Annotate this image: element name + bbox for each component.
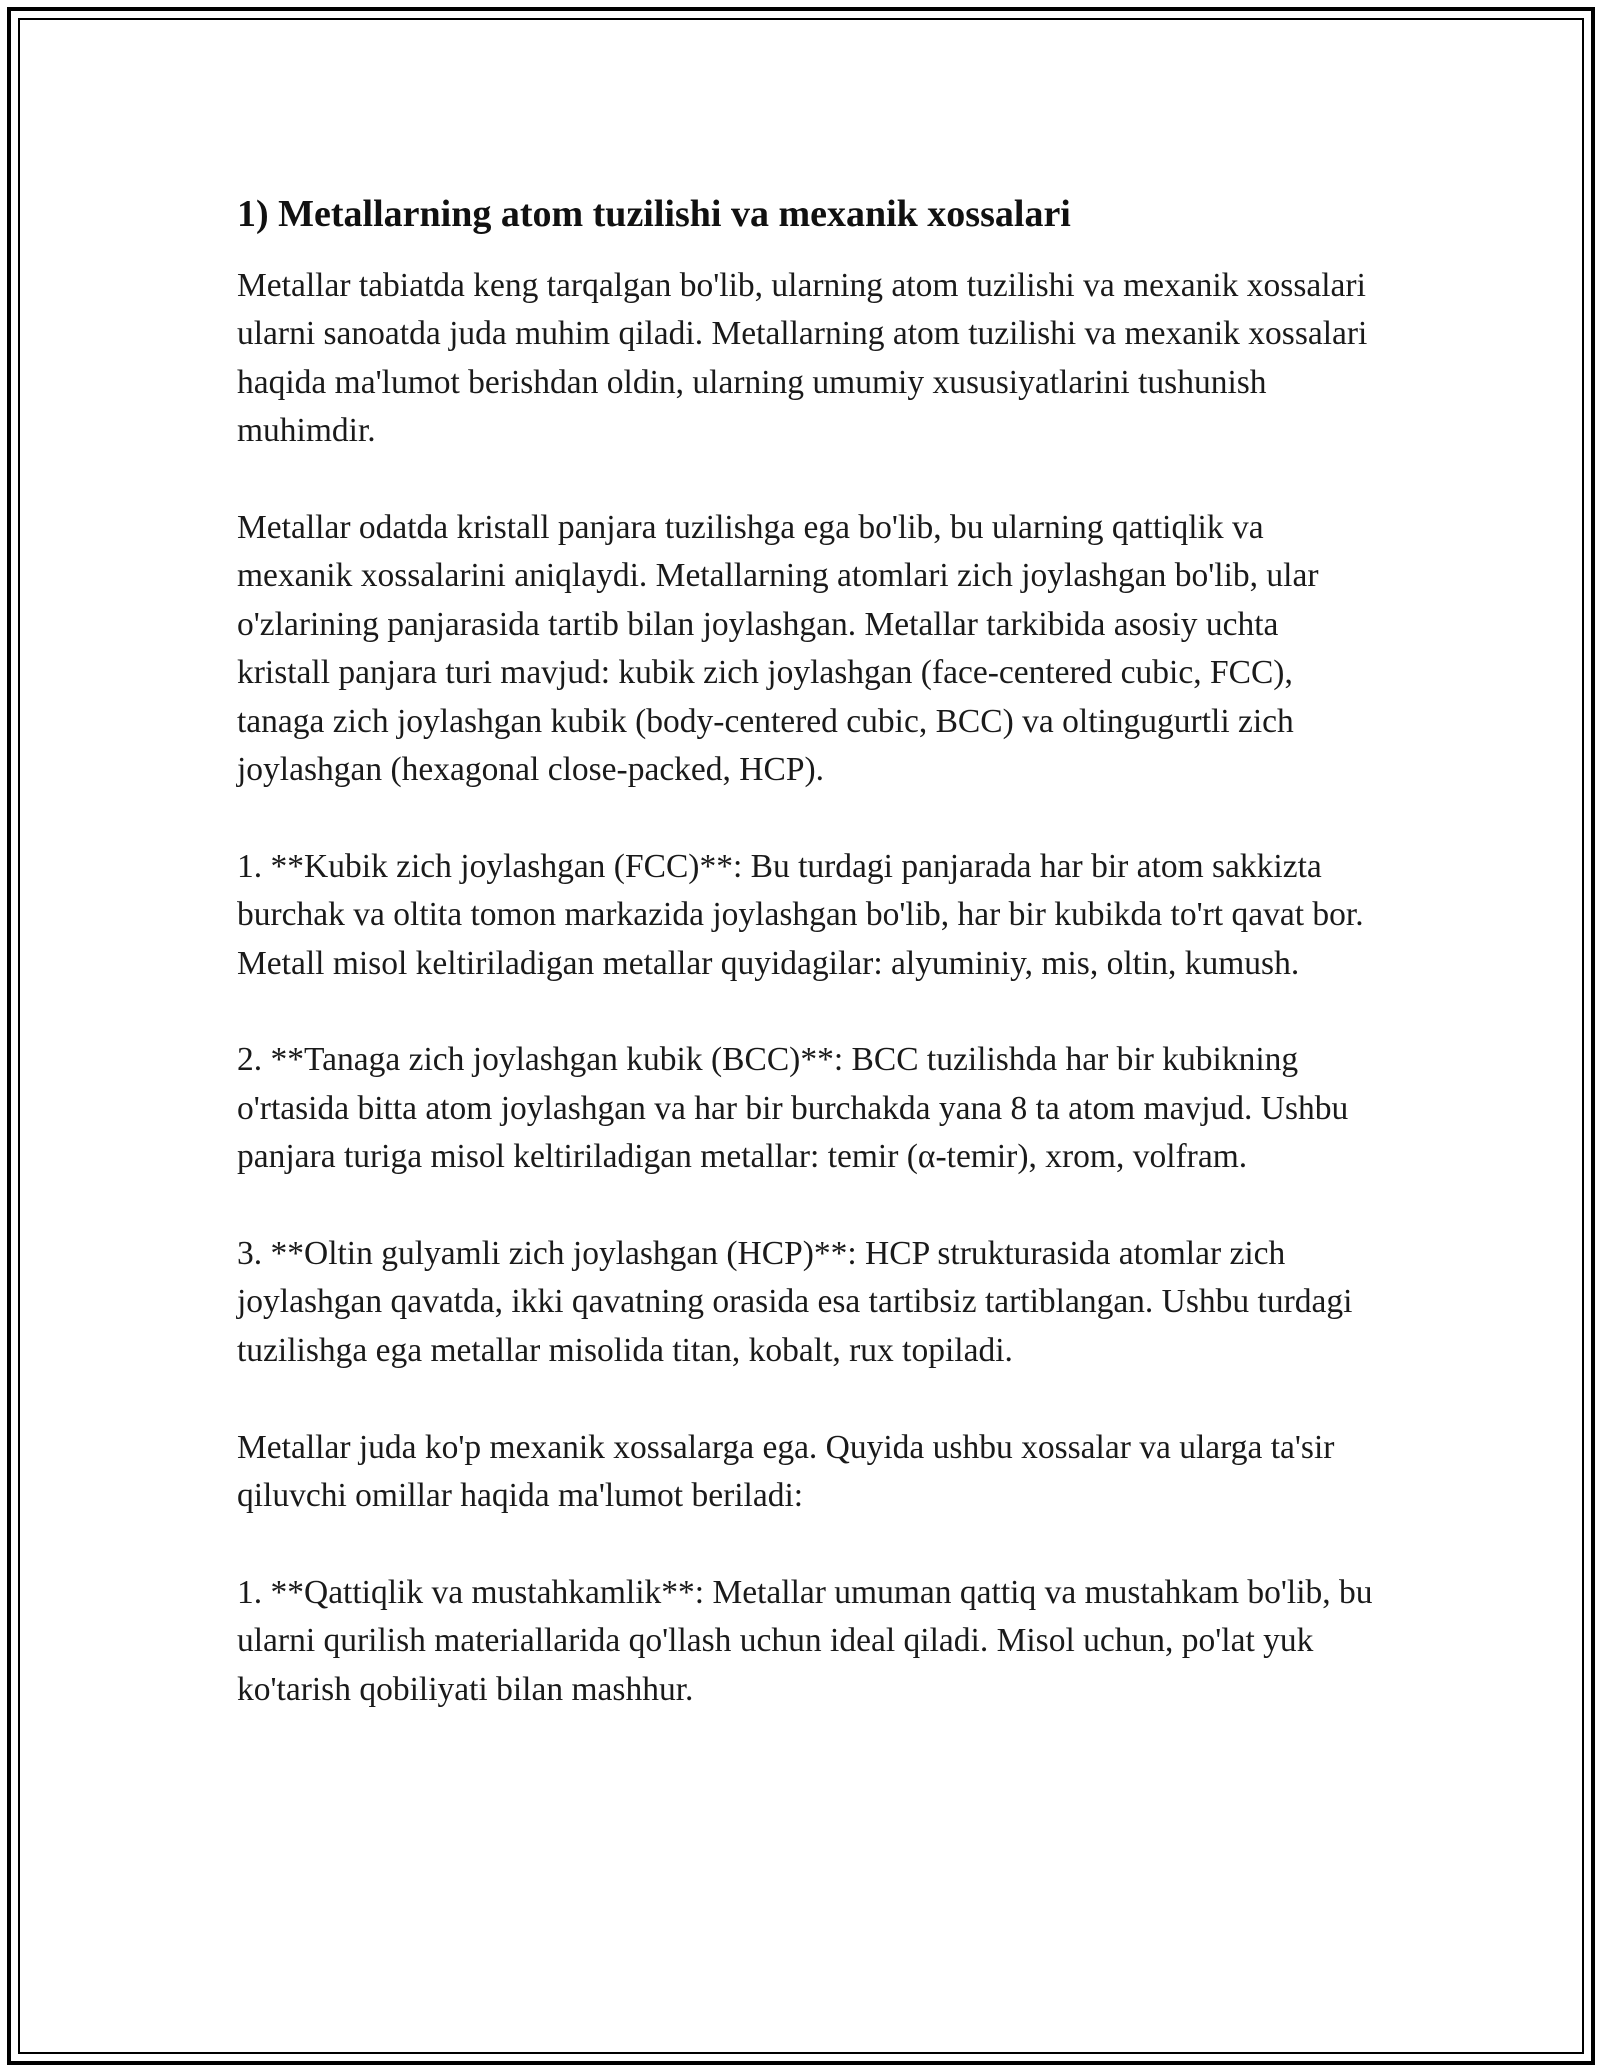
paragraph-bcc: 2. **Tanaga zich joylashgan kubik (BCC)**: BCC tuzilishda har bir kubikning o'rtasida bitta atom joylashgan va har bir burchakda yana 8 ta atom mavjud. Ushbu panjara turiga misol keltiriladigan metallar: temir (α-temir), xrom, volfram. — [237, 1041, 1349, 1176]
paragraph-fcc: 1. **Kubik zich joylashgan (FCC)**: Bu turdagi panjarada har bir atom sakkizta burchak va oltita tomon markazida joylashgan bo'lib, har bir kubikda to'rt qavat bor. Metall misol keltiriladigan metallar quyidagilar: alyuminiy, mis, oltin, kumush. — [237, 847, 1364, 982]
paragraph-crystal-lattice: Metallar odatda kristall panjara tuzilishga ega bo'lib, bu ularning qattiqlik va mexanik xossalarini aniqlaydi. Metallarning atomlari zich joylashgan bo'lib, ular o'zlarining panjarasida tartib bilan joylashgan. Metallar tarkibida asosiy uchta kristall panjara turi mavjud: kubik zich joylashgan (face-centered cubic, FCC), tanaga zich joylashgan kubik (body-centered cubic, BCC) va oltingugurtli zich joylashgan (hexagonal close-packed, HCP). — [237, 509, 1319, 789]
paragraph-hcp: 3. **Oltin gulyamli zich joylashgan (HCP)**: HCP strukturasida atomlar zich joylashgan qavatda, ikki qavatning orasida esa tartibsiz tartiblangan. Ushbu turdagi tuzilishga ega metallar misolida titan, kobalt, rux topiladi. — [237, 1235, 1353, 1369]
paragraph-hardness-strength: 1. **Qattiqlik va mustahkamlik**: Metallar umuman qattiq va mustahkam bo'lib, bu ularni qurilish materiallarida qo'llash uchun ideal qiladi. Misol uchun, po'lat yuk ko'tarish qobiliyati bilan mashhur. — [237, 1573, 1373, 1708]
paragraph-mechanical-properties: Metallar juda ko'p mexanik xossalarga ega. Quyida ushbu xossalar va ularga ta'sir qiluvchi omillar haqida ma'lumot beriladi: — [237, 1428, 1335, 1515]
paragraph-intro: Metallar tabiatda keng tarqalgan bo'lib, ularning atom tuzilishi va mexanik xossalari ularni sanoatda juda muhim qiladi. Metallarning atom tuzilishi va mexanik xossalari haqida ma'lumot berishdan oldin, ularning umumiy xususiyatlarini tushunish muhimdir. — [237, 267, 1368, 450]
document-body — [237, 186, 1377, 1714]
document-title: 1) Metallarning atom tuzilishi va mexanik xossalari — [237, 193, 1071, 235]
